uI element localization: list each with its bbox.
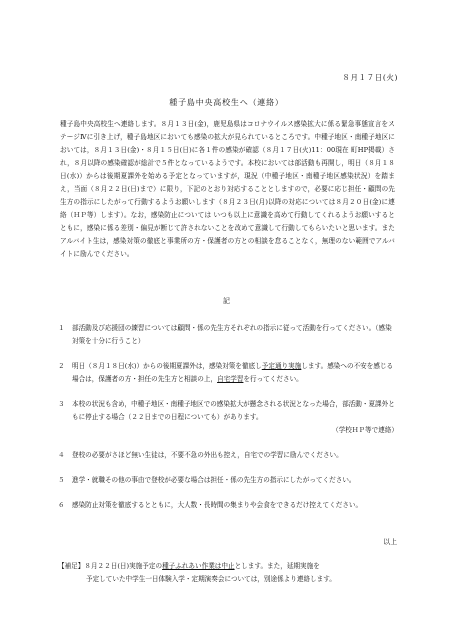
item-number: ３ [58,400,65,408]
item-text: 感染防止対策を徹底するとともに，大人数・長時間の集まりや会食をできるだけ控えてください。 [72,501,363,509]
supplement-text-before: 【補足】８月２２日(日)実施予定の [58,562,163,570]
item-text-middle: します。感染への不安を感じる場合は，保護者の方・担任の先生方と相談の上， [72,362,394,383]
document-title: 種子島中央高校生へ（連絡） [169,98,284,107]
ki-heading: 記 [223,297,230,305]
item-text: 登校の必要がさほど無い生徒は，不要不急の外出も控え，自宅での学習に励んでください。 [72,451,343,459]
item-number: １ [58,324,65,332]
item-text: 進学・就職その他の事由で登校が必要な場合は担任・係の先生方の指示にしたがってください。 [72,476,356,484]
intro-paragraph: 種子島中央高校生へ連絡します。８月１３日(金)，鹿児島県はコロナウイルス感染拡大に係る緊急事態宣言をステージⅣに引き上げ，種子島地区においても感染の拡大が見られているところです。中種子地区・南種子地区においては，８月１３日(金)・８月１５日(日)に各１件の感染が確認（８月１７日(火)11：00現在 町HP掲載）され，８月以降の感染確認が総計で５件となっているようです。本校においては部活動も再開し，明日（８月１８日(水)）からは後期夏課外を始める予定となっていますが，現況（中種子地区・南種子地区感染状況）を踏まえ，当面（８月２２日(日)まで）に限り，下記のとおり対応することとしますので，必要に応じ担任・顧問の先生方の指示にしたがって行動するようお願いします（８月２３日(月)以降の対応については８月２０日(金)に連絡（ＨＰ等）します）。なお，感染防止については いつも以上に意識を高めて行動してくれるようお願いするとともに，感染に係る差別・偏見が断じて許されないことを改めて意識して行動してもらいたいと思います。またアルバイト生は，感染対策の徹底と事業所の方・保護者の方との相談を怠ることなく，無理のない範囲でアルバイトに励んでください。 [60,120,395,258]
notice-item-5 [58,474,398,487]
supplement-text-line2: 予定していた中学生一日体験入学・定期演奏会については，別途係より連絡します。 [86,575,336,583]
notice-item-3 [58,398,398,437]
item-note: （学校ＨＰ等で連絡） [332,426,398,434]
item-underlined-home-study: 自宅学習 [217,375,244,383]
item-text-before: 明日（８月１８日(水)）からの後期夏課外は，感染対策を徹底し [72,362,262,370]
item-text-after: を行ってください。 [243,375,303,383]
document-date: ８月１７日(火) [342,73,398,82]
supplement-text-after: とします。また，延期実施を [234,562,320,570]
item-number: ４ [58,451,65,459]
notice-item-2 [58,360,398,386]
item-text: 本校の状況も含め，中種子地区・南種子地区での感染拡大が懸念される状況となった場合，部活動・夏課外ともに停止する場合（２２日までの日程についても）があります。 [72,400,395,421]
closing-mark: 以上 [383,538,397,546]
notice-item-4 [58,449,398,462]
supplement-underlined-cancel: 種子ふれあい作業は中止 [162,562,235,570]
notice-item-1 [58,322,398,348]
item-number: ５ [58,476,65,484]
notice-item-6 [58,499,398,512]
item-number: ２ [58,362,65,370]
supplement-note [58,560,403,586]
item-text: 部活動及び応援団の練習については顧問・係の先生方それぞれの指示に従って活動を行ってください。（感染対策を十分に行うこと） [72,324,392,345]
notice-item-list [58,322,398,524]
item-number: ６ [58,501,65,509]
item-underlined-planned: 予定通り実施 [261,362,302,370]
